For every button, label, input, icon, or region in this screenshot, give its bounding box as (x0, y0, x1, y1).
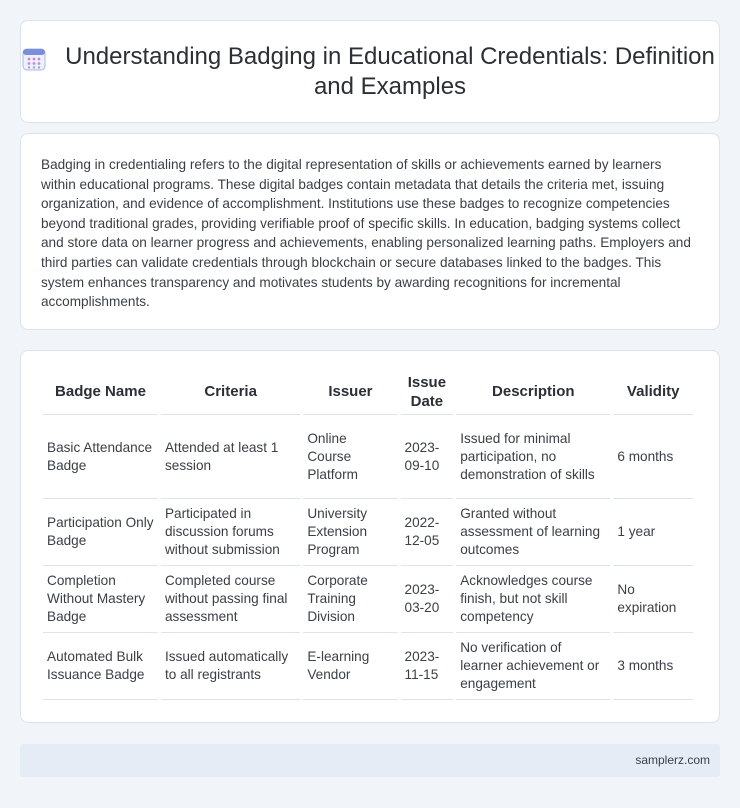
cell-badge-name: Completion Without Mastery Badge (43, 566, 158, 633)
badges-table (40, 369, 696, 700)
cell-criteria: Issued automatically to all registrants (161, 633, 300, 700)
title-wrap (21, 42, 719, 102)
column-header-issue-date: Issue Date (401, 369, 454, 415)
footer-bar (20, 744, 720, 777)
cell-badge-name: Automated Bulk Issuance Badge (43, 633, 158, 700)
column-header-criteria: Criteria (161, 369, 300, 415)
cell-issuer: University Extension Program (303, 499, 397, 566)
intro-card (20, 133, 720, 330)
cell-badge-name: Participation Only Badge (43, 499, 158, 566)
cell-validity: 6 months (613, 415, 693, 499)
cell-validity: 1 year (613, 499, 693, 566)
cell-issue-date: 2022-12-05 (401, 499, 454, 566)
page-title: Understanding Badging in Educational Credentials: Definition and Examples (65, 42, 715, 100)
column-header-description: Description (456, 369, 610, 415)
column-header-badge-name: Badge Name (43, 369, 158, 415)
column-header-validity: Validity (613, 369, 693, 415)
table-row (43, 415, 693, 499)
column-header-issuer: Issuer (303, 369, 397, 415)
intro-paragraph: Badging in credentialing refers to the digital representation of skills or achievements earned by learners within educational programs. These digital badges contain metadata that details the criteria met, issuing organization, and evidence of accomplishment. Institutions use these badges to recognize competencies beyond traditional grades, providing verifiable proof of specific skills. In education, badging systems collect and store data on learner progress and achievements, enabling personalized learning paths. Employers and third parties can validate credentials through blockchain or secure databases linked to the badges. This system enhances transparency and motivates students by awarding recognitions for incremental accomplishments. (41, 157, 691, 310)
header-card (20, 20, 720, 123)
cell-issue-date: 2023-11-15 (401, 633, 454, 700)
cell-description: Issued for minimal participation, no demonstration of skills (456, 415, 610, 499)
table-row (43, 499, 693, 566)
cell-issuer: E-learning Vendor (303, 633, 397, 700)
table-row (43, 633, 693, 700)
table-row (43, 566, 693, 633)
table-card (20, 350, 720, 723)
table-header-row (43, 369, 693, 415)
cell-criteria: Participated in discussion forums without submission (161, 499, 300, 566)
footer-site-link[interactable]: samplerz.com (635, 753, 710, 767)
cell-criteria: Completed course without passing final assessment (161, 566, 300, 633)
calendar-icon (21, 46, 47, 72)
cell-issuer: Corporate Training Division (303, 566, 397, 633)
cell-validity: 3 months (613, 633, 693, 700)
cell-criteria: Attended at least 1 session (161, 415, 300, 499)
cell-description: Granted without assessment of learning outcomes (456, 499, 610, 566)
cell-description: No verification of learner achievement or engagement (456, 633, 610, 700)
cell-badge-name: Basic Attendance Badge (43, 415, 158, 499)
cell-issue-date: 2023-03-20 (401, 566, 454, 633)
cell-description: Acknowledges course finish, but not skill competency (456, 566, 610, 633)
cell-issuer: Online Course Platform (303, 415, 397, 499)
cell-validity: No expiration (613, 566, 693, 633)
cell-issue-date: 2023-09-10 (401, 415, 454, 499)
